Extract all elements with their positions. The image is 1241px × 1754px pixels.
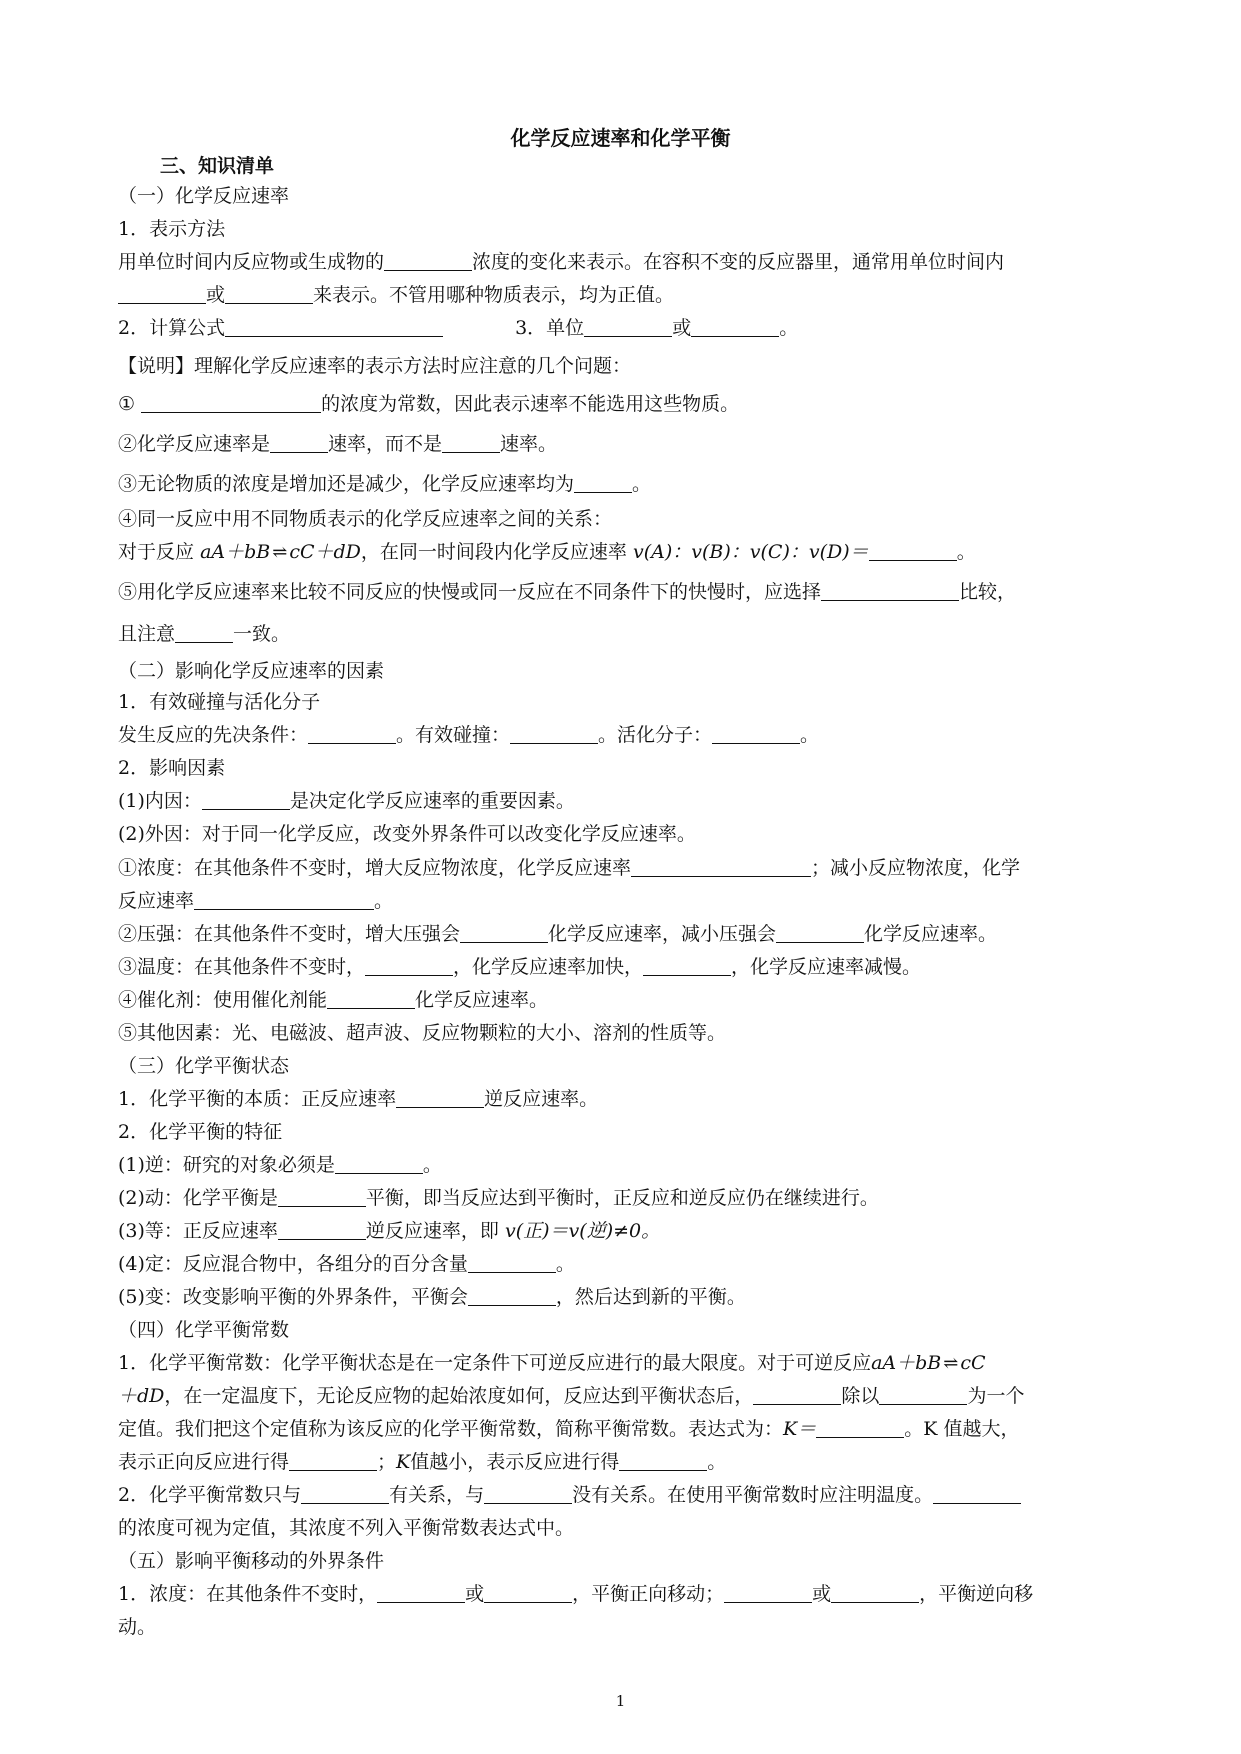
note-line: 且注意 一致。 xyxy=(118,623,291,645)
blank[interactable] xyxy=(712,725,800,744)
blank[interactable] xyxy=(289,1452,377,1471)
section-heading: 三、知识清单 xyxy=(160,155,275,177)
paragraph-line: 动。 xyxy=(118,1616,157,1638)
part-heading-1: （一）化学反应速率 xyxy=(118,185,290,207)
paragraph-line: (1)逆：研究的对象必须是 。 xyxy=(118,1154,442,1176)
paragraph-line: 反应速率 。 xyxy=(118,890,394,912)
blank[interactable] xyxy=(574,474,632,493)
blank[interactable] xyxy=(175,624,233,643)
blank[interactable] xyxy=(225,285,313,304)
paragraph-line: 表示正向反应进行得 ；K值越小，表示反应进行得 。 xyxy=(118,1451,727,1473)
blank[interactable] xyxy=(484,1584,572,1603)
blank[interactable] xyxy=(816,1419,904,1438)
blank[interactable] xyxy=(631,858,811,877)
blank[interactable] xyxy=(270,434,328,453)
page-number: 1 xyxy=(615,1692,626,1710)
blank[interactable] xyxy=(202,791,290,810)
paragraph-line: 2．化学平衡常数只与 有关系，与 没有关系。在使用平衡常数时应注明温度。 xyxy=(118,1483,1128,1507)
blank[interactable] xyxy=(468,1287,556,1306)
blank[interactable] xyxy=(879,1386,967,1405)
equilibrium-arrow-icon: ⇌ xyxy=(943,1353,959,1374)
part-heading-2: （二）影响化学反应速率的因素 xyxy=(118,660,385,682)
note-line: ③无论物质的浓度是增加还是减少，化学反应速率均为 。 xyxy=(118,473,652,495)
paragraph-line: ⑤其他因素：光、电磁波、超声波、反应物颗粒的大小、溶剂的性质等。 xyxy=(118,1022,727,1044)
paragraph-line: 2．计算公式 3．单位 或 。 xyxy=(118,317,799,339)
paragraph-line: ②压强：在其他条件不变时，增大压强会 化学反应速率，减小压强会 化学反应速率。 xyxy=(118,923,998,945)
item-heading: 2．化学平衡的特征 xyxy=(118,1121,283,1143)
note-line: 对于反应 aA＋bB ⇌ cC＋dD，在同一时间段内化学反应速率 v(A)：v(B)：v(C)：v(D)＝ 。 xyxy=(118,541,976,563)
blank[interactable] xyxy=(365,957,453,976)
blank[interactable] xyxy=(194,891,374,910)
blank[interactable] xyxy=(468,1254,556,1273)
paragraph-line: ③温度：在其他条件不变时， ，化学反应速率加快， ，化学反应速率减慢。 xyxy=(118,956,922,978)
paragraph-line: (2)动：化学平衡是 平衡，即当反应达到平衡时，正反应和逆反应仍在继续进行。 xyxy=(118,1187,879,1209)
blank[interactable] xyxy=(821,582,959,601)
part-heading-5: （五）影响平衡移动的外界条件 xyxy=(118,1550,385,1572)
paragraph-line: 1．浓度：在其他条件不变时， 或 ，平衡正向移动； 或 ，平衡逆向移 xyxy=(118,1583,1034,1605)
paragraph-line: ＋dD，在一定温度下，无论反应物的起始浓度如何，反应达到平衡状态后， 除以 为一个 xyxy=(118,1385,1025,1407)
blank[interactable] xyxy=(278,1188,366,1207)
paragraph-line: 1．化学平衡常数：化学平衡状态是在一定条件下可逆反应进行的最大限度。对于可逆反应aA＋bB ⇌ cC xyxy=(118,1352,986,1374)
blank[interactable] xyxy=(225,318,443,337)
paragraph-line: (1)内因： 是决定化学反应速率的重要因素。 xyxy=(118,790,575,812)
blank[interactable] xyxy=(831,1584,919,1603)
paragraph-line: (2)外因：对于同一化学反应，改变外界条件可以改变化学反应速率。 xyxy=(118,823,696,845)
blank[interactable] xyxy=(933,1485,1021,1504)
paragraph-line: 1．化学平衡的本质：正反应速率 逆反应速率。 xyxy=(118,1088,599,1110)
blank[interactable] xyxy=(619,1452,707,1471)
paragraph-line: (4)定：反应混合物中，各组分的百分含量 。 xyxy=(118,1253,575,1275)
blank[interactable] xyxy=(384,252,472,271)
blank[interactable] xyxy=(460,924,548,943)
blank[interactable] xyxy=(724,1584,812,1603)
blank[interactable] xyxy=(510,725,598,744)
paragraph-line: 或 来表示。不管用哪种物质表示，均为正值。 xyxy=(118,283,1128,307)
blank[interactable] xyxy=(584,318,672,337)
blank[interactable] xyxy=(278,1221,366,1240)
paragraph-line: ①浓度：在其他条件不变时，增大反应物浓度，化学反应速率 ；减小反应物浓度，化学 xyxy=(118,857,1021,879)
paragraph-line: 发生反应的先决条件： 。有效碰撞： 。活化分子： 。 xyxy=(118,724,820,746)
paragraph-line: 用单位时间内反应物或生成物的 浓度的变化来表示。在容积不变的反应器里，通常用单位时间内 xyxy=(118,251,1005,273)
blank[interactable] xyxy=(753,1386,841,1405)
note-line: ① 的浓度为常数，因此表示速率不能选用这些物质。 xyxy=(118,393,740,415)
blank[interactable] xyxy=(301,1485,389,1504)
note-line: ②化学反应速率是 速率，而不是 速率。 xyxy=(118,433,558,455)
paragraph-line: 的浓度可视为定值，其浓度不列入平衡常数表达式中。 xyxy=(118,1517,575,1539)
page-title: 化学反应速率和化学平衡 xyxy=(510,126,731,150)
blank[interactable] xyxy=(691,318,779,337)
part-heading-4: （四）化学平衡常数 xyxy=(118,1319,290,1341)
blank[interactable] xyxy=(442,434,500,453)
note-line: ⑤用化学反应速率来比较不同反应的快慢或同一反应在不同条件下的快慢时，应选择 比较， xyxy=(118,581,1017,603)
blank[interactable] xyxy=(396,1089,484,1108)
blank[interactable] xyxy=(141,394,321,413)
blank[interactable] xyxy=(335,1155,423,1174)
blank[interactable] xyxy=(308,725,396,744)
blank[interactable] xyxy=(869,542,957,561)
paragraph-line: ④催化剂：使用催化剂能 化学反应速率。 xyxy=(118,989,549,1011)
blank[interactable] xyxy=(327,990,415,1009)
blank[interactable] xyxy=(776,924,864,943)
blank[interactable] xyxy=(118,285,206,304)
blank[interactable] xyxy=(377,1584,465,1603)
paragraph-line: 定值。我们把这个定值称为该反应的化学平衡常数，简称平衡常数。表达式为：K＝ 。K 值越大， xyxy=(118,1418,1020,1440)
equilibrium-arrow-icon: ⇌ xyxy=(272,542,288,563)
blank[interactable] xyxy=(643,957,731,976)
paragraph-line: (5)变：改变影响平衡的外界条件，平衡会 ，然后达到新的平衡。 xyxy=(118,1286,746,1308)
item-heading: 1．表示方法 xyxy=(118,218,226,240)
note-line: ④同一反应中用不同物质表示的化学反应速率之间的关系： xyxy=(118,508,613,530)
item-heading: 1．有效碰撞与活化分子 xyxy=(118,691,321,713)
part-heading-3: （三）化学平衡状态 xyxy=(118,1055,290,1077)
note-title: 【说明】理解化学反应速率的表示方法时应注意的几个问题： xyxy=(118,355,632,377)
paragraph-line: (3)等：正反应速率 逆反应速率，即 v(正)＝v(逆)≠0。 xyxy=(118,1220,661,1242)
blank[interactable] xyxy=(484,1485,572,1504)
item-heading: 2．影响因素 xyxy=(118,757,226,779)
